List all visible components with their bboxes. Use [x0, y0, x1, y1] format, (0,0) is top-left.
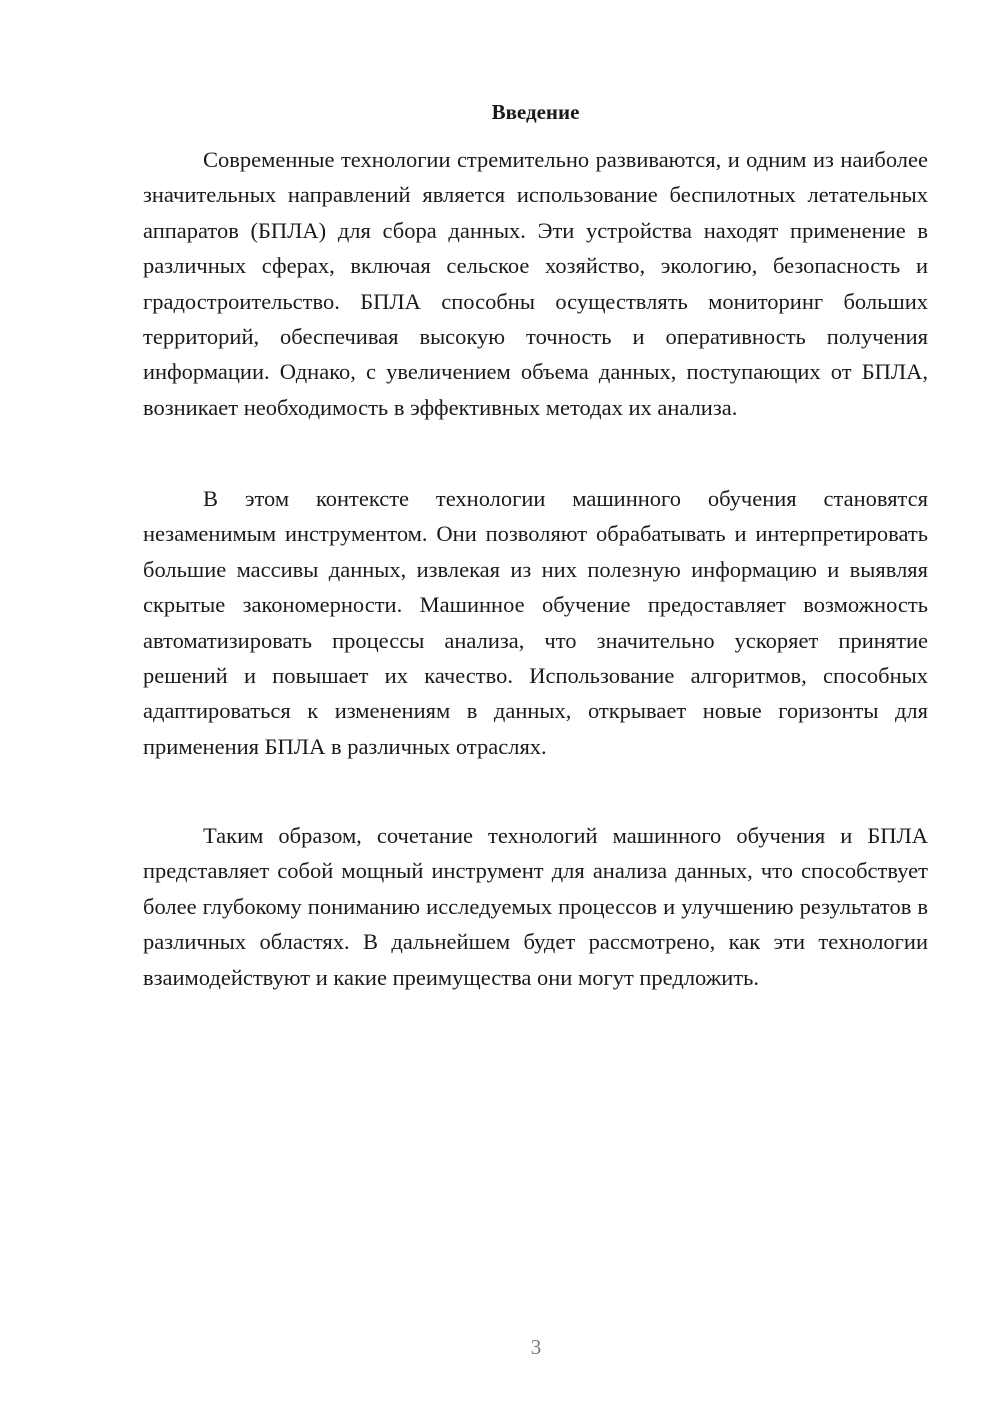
paragraph-2: В этом контексте технологии машинного обучения становятся незаменимым инструментом. Они позволяют обрабатывать и интерпретировать большие массивы данных, извлекая из них полезную информацию и выявляя скрытые закономерности. Машинное обучение предоставляет возможность автоматизировать процессы анализа, что значительно ускоряет принятие решений и повышает их качество. Использование алгоритмов, способных адаптироваться к изменениям в данных, открывает новые горизонты для применения БПЛА в различных отраслях.: [143, 486, 928, 759]
paragraph-3: Таким образом, сочетание технологий машинного обучения и БПЛА представляет собой мощный инструмент для анализа данных, что способствует более глубокому пониманию исследуемых процессов и улучшению результатов в различных областях. В дальнейшем будет рассмотрено, как эти технологии взаимодействуют и какие преимущества они могут предложить.: [143, 823, 928, 990]
page-number: 3: [530, 1335, 542, 1359]
section-heading: Введение: [491, 100, 580, 124]
paragraph-1: Современные технологии стремительно развиваются, и одним из наиболее значительных направлений является использование беспилотных летательных аппаратов (БПЛА) для сбора данных. Эти устройства находят применение в различных сферах, включая сельское хозяйство, экологию, безопасность и градостроительство. БПЛА способны осуществлять мониторинг больших территорий, обеспечивая высокую точность и оперативность получения информации. Однако, с увеличением объема данных, поступающих от БПЛА, возникает необходимость в эффективных методах их анализа.: [143, 147, 928, 420]
